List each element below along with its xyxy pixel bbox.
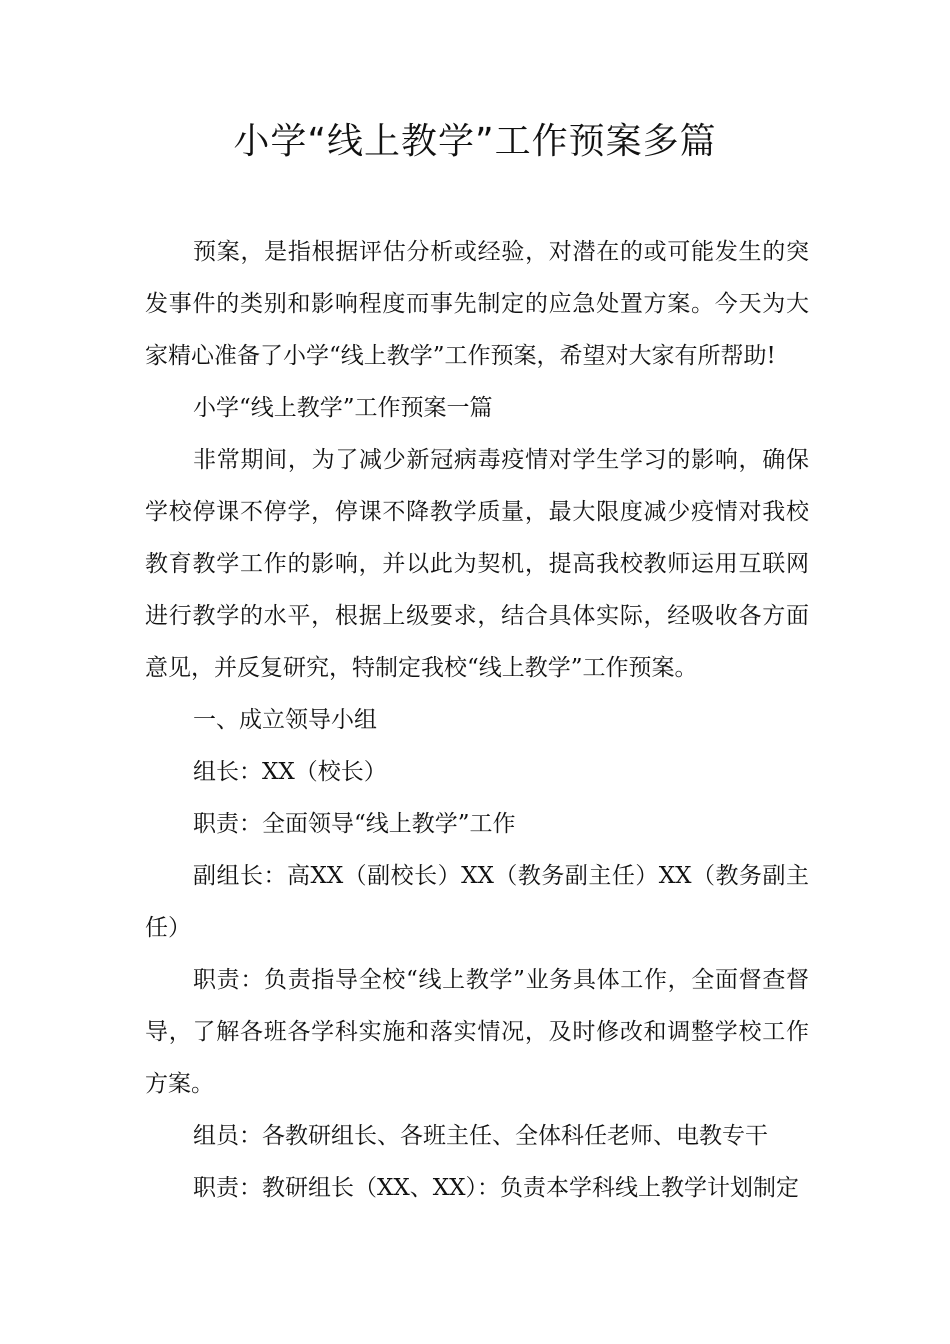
paragraph-intro: 预案，是指根据评估分析或经验，对潜在的或可能发生的突发事件的类别和影响程度而事先制定的应急处置方案。今天为大家精心准备了小学“线上教学”工作预案，希望对大家有所帮助! bbox=[145, 239, 809, 369]
paragraph-member-duty: 职责：教研组长（XX、XX）：负责本学科线上教学计划制定 bbox=[193, 1175, 799, 1201]
document-title: 小学“线上教学”工作预案多篇 bbox=[233, 121, 717, 162]
paragraph-members: 组员：各教研组长、各班主任、全体科任老师、电教专干 bbox=[193, 1123, 768, 1149]
paragraph-leader-duty: 职责：全面领导“线上教学”工作 bbox=[193, 811, 516, 837]
paragraph-deputy-leaders: 副组长：高XX（副校长）XX（教务副主任）XX（教务副主任） bbox=[145, 863, 809, 941]
paragraph-background: 非常期间，为了减少新冠病毒疫情对学生学习的影响，确保学校停课不停学，停课不降教学质量，最大限度减少疫情对我校教育教学工作的影响，并以此为契机，提高我校教师运用互联网进行教学的水平，根据上级要求，结合具体实际，经吸收各方面意见，并反复研究，特制定我校“线上教学”工作预案。 bbox=[145, 447, 809, 681]
paragraph-leader: 组长：XX（校长） bbox=[193, 759, 387, 785]
paragraph-deputy-duty: 职责：负责指导全校“线上教学”业务具体工作，全面督查督导，了解各班各学科实施和落实情况，及时修改和调整学校工作方案。 bbox=[145, 967, 809, 1097]
section-heading-plan-one: 小学“线上教学”工作预案一篇 bbox=[193, 395, 493, 421]
document-body bbox=[145, 226, 809, 1214]
section-heading-leadership: 一、成立领导小组 bbox=[193, 707, 377, 733]
